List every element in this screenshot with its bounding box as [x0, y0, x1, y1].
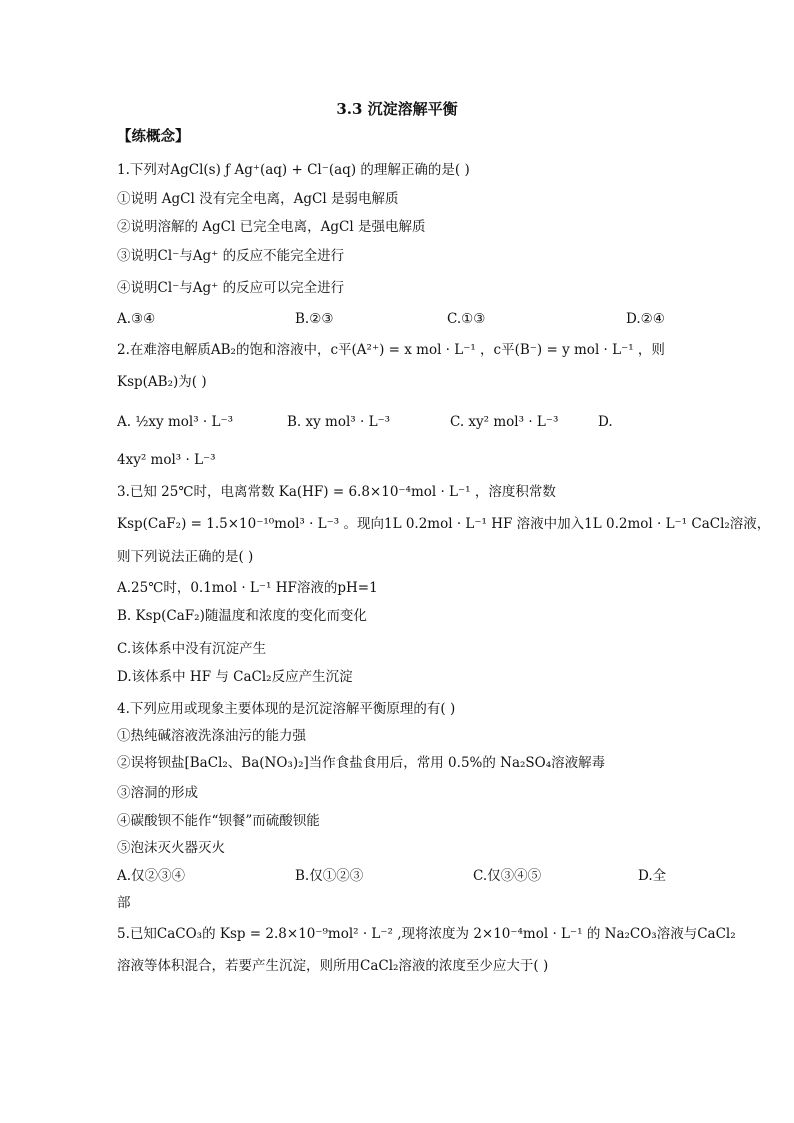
q2-stem-cont: Ksp(AB₂)为( ) [117, 374, 207, 390]
q1-statement-2: ②说明溶解的 AgCl 已完全电离，AgCl 是强电解质 [117, 219, 426, 235]
q3-option-a: A.25℃时，0.1mol · L⁻¹ HF溶液的pH=1 [117, 580, 378, 596]
q4-option-a: A.仅②③④ [117, 868, 186, 884]
q4-option-d: D.全 [638, 868, 667, 884]
q3-option-c: C.该体系中没有沉淀产生 [117, 641, 267, 657]
q1-option-a: A.③④ [117, 311, 156, 327]
q4-statement-5: ⑤泡沫灭火器灭火 [117, 840, 225, 856]
q3-stem: 3.已知 25℃时，电离常数 Ka(HF) = 6.8×10⁻⁴mol · L⁻¹ ，溶度积常数 [117, 484, 556, 500]
q1-statement-4: ④说明Cl⁻与Ag⁺ 的反应可以完全进行 [117, 280, 345, 296]
q3-stem-cont: Ksp(CaF₂) = 1.5×10⁻¹⁰mol³ · L⁻³ 。现向1L 0.2mol · L⁻¹ HF 溶液中加入1L 0.2mol · L⁻¹ CaCl₂溶液， [117, 516, 771, 532]
q1-option-b: B.②③ [295, 311, 334, 327]
q4-statement-2: ②误将钡盐[BaCl₂、Ba(NO₃)₂]当作食盐食用后，常用 0.5%的 Na₂SO₄溶液解毒 [117, 755, 606, 771]
q4-option-c: C.仅③④⑤ [473, 868, 542, 884]
q4-statement-4: ④碳酸钡不能作“钡餐”而硫酸钡能 [117, 813, 320, 829]
q2-option-d: D. [598, 414, 613, 430]
q1-stem: 1.下列对AgCl(s) ƒ Ag⁺(aq) + Cl⁻(aq) 的理解正确的是( ) [117, 162, 470, 178]
q3-option-b: B. Ksp(CaF₂)随温度和浓度的变化而变化 [117, 608, 367, 624]
q4-option-d-cont: 部 [117, 895, 131, 911]
q2-option-b: B. xy mol³ · L⁻³ [287, 414, 391, 430]
q4-stem: 4.下列应用或现象主要体现的是沉淀溶解平衡原理的有( ) [117, 701, 456, 717]
q5-stem: 5.已知CaCO₃的 Ksp = 2.8×10⁻⁹mol² · L⁻² ,现将浓度为 2×10⁻⁴mol · L⁻¹ 的 Na₂CO₃溶液与CaCl₂ [117, 926, 736, 942]
q3-option-d: D.该体系中 HF 与 CaCl₂反应产生沉淀 [117, 669, 353, 685]
q1-option-c: C.①③ [447, 311, 486, 327]
q1-statement-3: ③说明Cl⁻与Ag⁺ 的反应不能完全进行 [117, 248, 345, 264]
q5-stem-cont: 溶液等体积混合，若要产生沉淀，则所用CaCl₂溶液的浓度至少应大于( ) [117, 958, 549, 974]
q2-option-a: A. ½xy mol³ · L⁻³ [117, 414, 233, 430]
q1-option-d: D.②④ [626, 311, 665, 327]
q1-statement-1: ①说明 AgCl 没有完全电离，AgCl 是弱电解质 [117, 191, 399, 207]
q2-stem: 2.在难溶电解质AB₂的饱和溶液中，c平(A²⁺) = x mol · L⁻¹ ，c平(B⁻) = y mol · L⁻¹ ，则 [117, 342, 665, 358]
q2-option-d-cont: 4xy² mol³ · L⁻³ [117, 452, 216, 468]
page-title: 3.3 沉淀溶解平衡 [336, 100, 458, 118]
section-heading: 【练概念】 [117, 128, 190, 145]
q4-statement-3: ③溶洞的形成 [117, 785, 198, 801]
q3-stem-cont-2: 则下列说法正确的是( ) [117, 549, 254, 565]
q4-statement-1: ①热纯碱溶液洗涤油污的能力强 [117, 728, 306, 744]
q2-option-c: C. xy² mol³ · L⁻³ [450, 414, 559, 430]
q4-option-b: B.仅①②③ [295, 868, 364, 884]
